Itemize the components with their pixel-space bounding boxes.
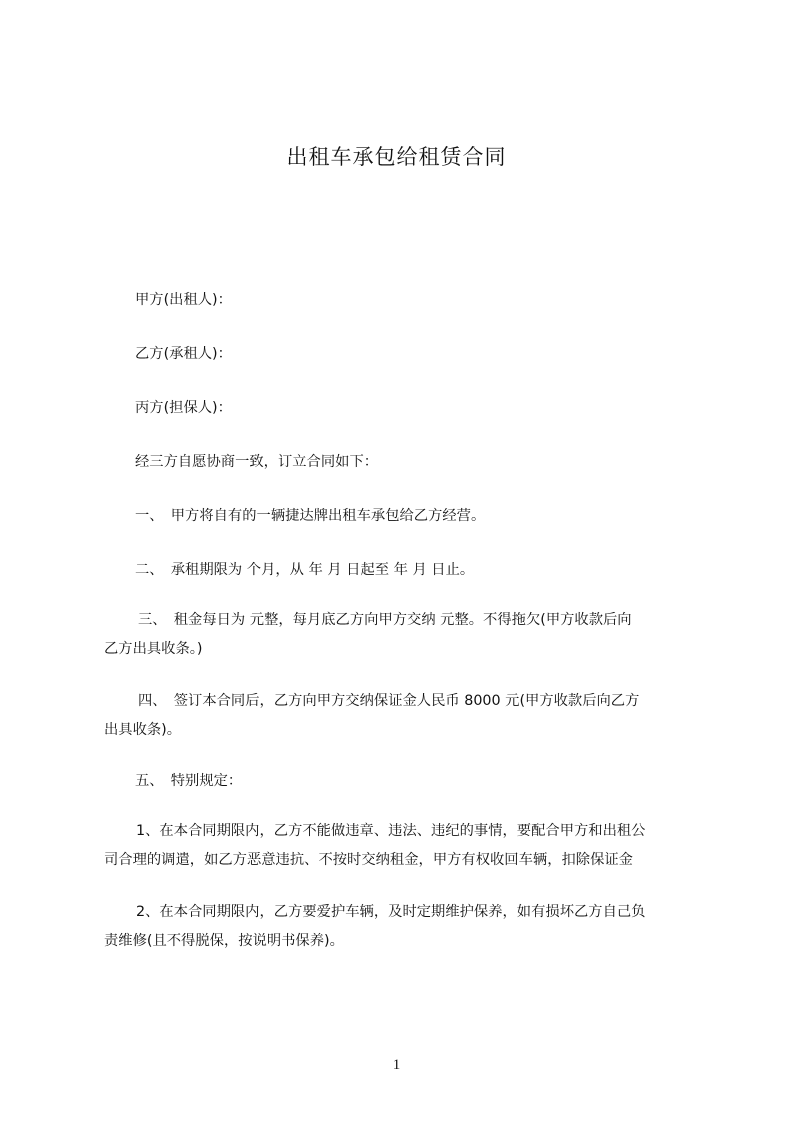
rule-2-line-2: 责维修(且不得脱保，按说明书保养)。 [104, 933, 344, 949]
clause-2: 二、 承租期限为 个月，从 年 月 日起至 年 月 日止。 [135, 562, 475, 578]
clause-1: 一、 甲方将自有的一辆捷达牌出租车承包给乙方经营。 [135, 508, 486, 524]
party-c-line: 丙方(担保人)： [135, 400, 232, 416]
rule-2-line-1: 2、在本合同期限内，乙方要爱护车辆，及时定期维护保养，如有损坏乙方自己负 [136, 904, 646, 920]
intro-line: 经三方自愿协商一致，订立合同如下： [135, 454, 379, 470]
clause-3-line-1: 三、 租金每日为 元整，每月底乙方向甲方交纳 元整。不得拖欠(甲方收款后向 [138, 612, 632, 628]
special-rule-2 [104, 898, 704, 956]
rule-1-line-2: 司合理的调遣，如乙方恶意违抗、不按时交纳租金，甲方有权收回车辆，扣除保证金 [104, 852, 633, 868]
document-title: 出租车承包给租赁合同 [286, 145, 507, 169]
special-rule-1 [104, 817, 704, 875]
party-a-line: 甲方(出租人)： [135, 292, 232, 308]
page-number: 1 [392, 1057, 401, 1073]
clause-3-line-2: 乙方出具收条。) [104, 641, 203, 657]
clause-4-line-2: 出具收条)。 [104, 722, 182, 738]
rule-1-line-1: 1、在本合同期限内，乙方不能做违章、违法、违纪的事情，要配合甲方和出租公 [136, 823, 646, 839]
clause-3 [104, 606, 704, 664]
party-b-line: 乙方(承租人)： [135, 346, 232, 362]
clause-4 [104, 687, 704, 745]
clause-5: 五、 特别规定： [135, 773, 243, 789]
clause-4-line-1: 四、 签订本合同后，乙方向甲方交纳保证金人民币 8000 元(甲方收款后向乙方 [138, 693, 640, 709]
